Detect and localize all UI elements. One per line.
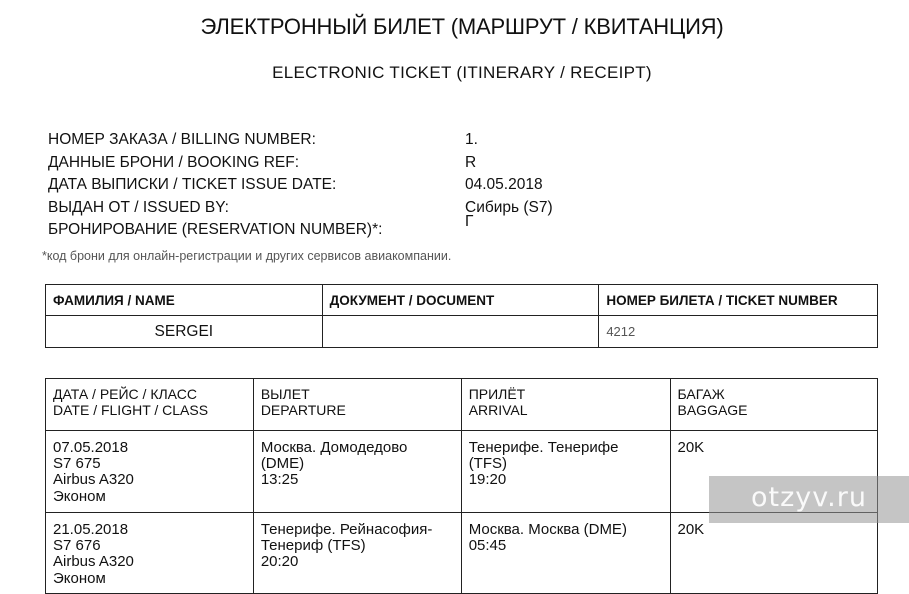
reservation-number-value: Г [465, 213, 474, 230]
flight-date: 21.05.2018 [53, 521, 129, 538]
departure-header-ru: ВЫЛЕТ [260, 386, 310, 402]
name-header: ФАМИЛИЯ / NAME [46, 285, 323, 316]
date-flight-class-header-en: DATE / FLIGHT / CLASS [53, 402, 209, 418]
arrival-cell [461, 431, 670, 513]
date-flight-class-header-ru: ДАТА / РЕЙС / КЛАСС [53, 386, 197, 402]
departure-cell [253, 513, 461, 594]
departure-header-en: DEPARTURE [260, 402, 346, 418]
booking-info [48, 131, 608, 244]
arrival-time: 19:20 [468, 471, 507, 489]
departure-time: 13:25 [260, 471, 299, 489]
baggage-header-en: BAGGAGE [677, 402, 748, 418]
watermark-text: otzyv.ru [751, 482, 867, 513]
flights-header-row [46, 379, 878, 431]
billing-number-value: 1. [465, 131, 478, 148]
flight-class: Эконом [53, 569, 106, 587]
arrival-code: (TFS) [468, 455, 508, 473]
passenger-row [46, 316, 878, 348]
issue-date-value: 04.05.2018 [465, 176, 543, 193]
arrival-city: Тенерифе. Тенерифе [468, 439, 619, 456]
booking-ref-value: R [465, 153, 477, 171]
flight-date: 07.05.2018 [53, 439, 129, 456]
arrival-header [461, 379, 670, 431]
site-watermark [709, 476, 909, 523]
departure-city: Тенерифе. Рейнасофия- [260, 521, 433, 538]
billing-number-label: НОМЕР ЗАКАЗА / BILLING NUMBER: [48, 131, 316, 148]
ticket-title-en: ELECTRONIC TICKET (ITINERARY / RECEIPT) [272, 63, 652, 82]
ticket-title-ru: ЭЛЕКТРОННЫЙ БИЛЕТ (МАРШРУТ / КВИТАНЦИЯ) [200, 14, 724, 39]
departure-city: Москва. Домодедово [260, 439, 408, 456]
flight-info-cell [46, 431, 254, 513]
flight-aircraft: Airbus A320 [53, 471, 134, 489]
baggage-cell [670, 513, 878, 594]
passenger-name: SERGEI [46, 316, 323, 348]
issued-by-label: ВЫДАН ОТ / ISSUED BY: [48, 198, 229, 216]
reservation-number-row [48, 213, 608, 244]
baggage-value: 20K [677, 521, 705, 538]
passenger-header-row [46, 285, 878, 316]
flight-row [46, 513, 878, 594]
date-flight-class-header [46, 379, 254, 431]
departure-code: Тенериф (TFS) [260, 537, 366, 555]
document-header: ДОКУМЕНТ / DOCUMENT [322, 285, 599, 316]
flight-class: Эконом [53, 487, 106, 505]
flight-info-cell [46, 513, 254, 594]
departure-header [253, 379, 461, 431]
flight-number: S7 676 [53, 537, 101, 555]
baggage-header [670, 379, 878, 431]
ticket-number-header: НОМЕР БИЛЕТА / TICKET NUMBER [599, 285, 878, 316]
passenger-document [322, 316, 599, 348]
arrival-cell [461, 513, 670, 594]
arrival-city: Москва. Москва (DME) [468, 521, 627, 538]
issued-by-row [48, 199, 608, 222]
flight-aircraft: Airbus A320 [53, 553, 134, 571]
departure-time: 20:20 [260, 553, 299, 571]
passenger-ticket-number: 4212 [599, 316, 878, 348]
reservation-note: *код брони для онлайн-регистрации и других сервисов авиакомпании. [42, 249, 452, 263]
arrival-time: 05:45 [468, 537, 507, 555]
departure-code: (DME) [260, 455, 305, 473]
baggage-header-ru: БАГАЖ [677, 386, 725, 402]
booking-ref-row [48, 154, 608, 177]
passenger-table [45, 284, 878, 348]
flight-number: S7 675 [53, 455, 101, 473]
baggage-value: 20K [677, 439, 705, 456]
departure-cell [253, 431, 461, 513]
arrival-header-ru: ПРИЛЁТ [468, 386, 526, 402]
billing-number-row [48, 131, 608, 154]
booking-ref-label: ДАННЫЕ БРОНИ / BOOKING REF: [48, 153, 300, 171]
reservation-number-label: БРОНИРОВАНИЕ (RESERVATION NUMBER)*: [48, 221, 383, 238]
issue-date-label: ДАТА ВЫПИСКИ / TICKET ISSUE DATE: [48, 176, 337, 193]
issued-by-value: Сибирь (S7) [465, 198, 553, 216]
issue-date-row [48, 176, 608, 199]
arrival-header-en: ARRIVAL [468, 402, 528, 418]
